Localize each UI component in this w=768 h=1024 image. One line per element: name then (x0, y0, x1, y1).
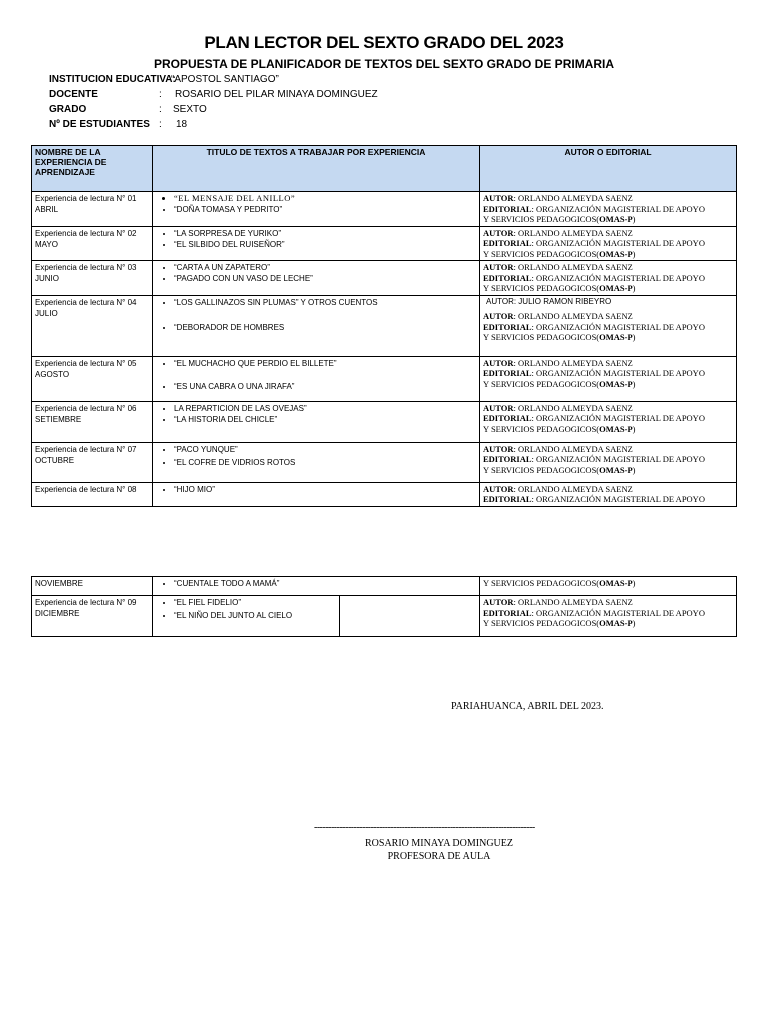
servicios-text: Y SERVICIOS PEDAGOGICOS( (483, 332, 600, 342)
autor-label: AUTOR (483, 193, 514, 203)
titles-cell (153, 356, 480, 401)
autor-label: AUTOR (483, 597, 514, 607)
experiencia-label: Experiencia de lectura N° 03 (35, 263, 137, 272)
autor-label: AUTOR (483, 483, 514, 494)
experiencia-cell (32, 261, 153, 296)
experiencia-month: SETIEMBRE (35, 414, 82, 424)
experiencia-cell (32, 295, 153, 356)
close-paren: ) (632, 423, 636, 434)
close-paren: ) (632, 578, 636, 588)
editorial-value: : ORGANIZACIÓN MAGISTERIAL DE APOYO (531, 238, 705, 248)
close-paren: ) (632, 283, 636, 293)
place-date: PARIAHUANCA, ABRIL DEL 2023. (451, 701, 604, 712)
omas-text: OMAS-P (599, 378, 633, 389)
text-title: • “LOS GALLINAZOS SIN PLUMAS” Y OTROS CUENTOS (174, 297, 476, 308)
author-cell (480, 356, 737, 401)
header-titulo: TITULO DE TEXTOS A TRABAJAR POR EXPERIENCIA (153, 146, 480, 192)
table-row (32, 226, 737, 261)
experiencia-month: DICIEMBRE (35, 609, 80, 618)
docente-colon: : (159, 89, 162, 100)
author-cell (480, 596, 737, 637)
editorial-value: : ORGANIZACIÓN MAGISTERIAL DE APOYO (531, 321, 705, 332)
text-title: • “PAGADO CON UN VASO DE LECHE” (174, 273, 476, 284)
editorial-label: EDITORIAL (483, 494, 532, 504)
experiencia-month: JULIO (35, 308, 58, 318)
estudiantes-value: 18 (176, 119, 188, 130)
autor-value: : ORLANDO ALMEYDA SAENZ (513, 443, 633, 454)
editorial-value: : ORGANIZACIÓN MAGISTERIAL DE APOYO (531, 368, 705, 378)
titles-cell (153, 226, 480, 261)
reading-plan-table-continued (31, 576, 737, 637)
experiencia-month: OCTUBRE (35, 455, 75, 465)
text-title: • “EL MENSAJE DEL ANILLO” (174, 193, 476, 204)
empty-cell (340, 596, 480, 637)
autor-value: : ORLANDO ALMEYDA SAENZ (513, 597, 633, 607)
editorial-label: EDITORIAL (483, 238, 532, 248)
editorial-value: : ORGANIZACIÓN MAGISTERIAL DE APOYO (531, 607, 705, 618)
titles-cell (153, 261, 480, 296)
titles-cell (153, 596, 340, 637)
text-title: • “DOÑA TOMASA Y PEDRITO” (174, 204, 476, 215)
author-cell (480, 226, 737, 261)
servicios-text: Y SERVICIOS PEDAGOGICOS( (483, 214, 600, 224)
document-subtitle: PROPUESTA DE PLANIFICADOR DE TEXTOS DEL SEXTO GRADO DE PRIMARIA (153, 57, 615, 71)
table-row (32, 482, 737, 506)
document-title: PLAN LECTOR DEL SEXTO GRADO DEL 2023 (204, 33, 564, 52)
experiencia-label: Experiencia de lectura N° 09 (35, 598, 137, 607)
text-title: • “ES UNA CABRA O UNA JIRAFA” (174, 381, 476, 392)
text-title: • “PACO YUNQUE” (174, 444, 476, 455)
omas-text: OMAS-P (599, 578, 633, 588)
close-paren: ) (632, 332, 636, 342)
autor-label: AUTOR (483, 443, 514, 454)
servicios-text: Y SERVICIOS PEDAGOGICOS( (483, 423, 600, 434)
omas-text: OMAS-P (599, 283, 633, 293)
editorial-label: EDITORIAL (483, 321, 532, 332)
table-row (32, 356, 737, 401)
close-paren: ) (632, 378, 636, 389)
experiencia-cell (32, 596, 153, 637)
table-row (32, 442, 737, 482)
experiencia-cell (32, 192, 153, 227)
titles-cell (153, 442, 480, 482)
autor-label: AUTOR (483, 402, 514, 413)
text-title: • “LA SORPRESA DE YURIKO” (174, 228, 476, 239)
author-cell (480, 577, 737, 596)
table-row (32, 261, 737, 296)
editorial-value: : ORGANIZACIÓN MAGISTERIAL DE APOYO (531, 413, 705, 423)
experiencia-label: Experiencia de lectura N° 05 (35, 358, 137, 368)
experiencia-cell (32, 482, 153, 506)
servicios-text: Y SERVICIOS PEDAGOGICOS( (483, 283, 600, 293)
autor-label: AUTOR (483, 262, 514, 272)
table-row (32, 192, 737, 227)
experiencia-cell (32, 356, 153, 401)
editorial-value: : ORGANIZACIÓN MAGISTERIAL DE APOYO (531, 272, 705, 283)
text-title: • “HIJO MIO” (174, 484, 476, 495)
experiencia-month: AGOSTO (35, 369, 70, 379)
text-title: • “EL NIÑO DEL JUNTO AL CIELO (174, 610, 336, 621)
autor-value: : ORLANDO ALMEYDA SAENZ (513, 227, 633, 238)
autor-label: AUTOR (483, 227, 514, 238)
experiencia-label: Experiencia de lectura N° 04 (35, 297, 137, 307)
header-experiencia: NOMBRE DE LA EXPERIENCIA DE APRENDIZAJE (32, 146, 153, 192)
experiencia-month: NOVIEMBRE (35, 579, 84, 588)
titles-cell (153, 577, 480, 596)
estudiantes-colon: : (159, 119, 162, 130)
servicios-text: Y SERVICIOS PEDAGOGICOS( (483, 618, 600, 628)
autor-value: : ORLANDO ALMEYDA SAENZ (513, 357, 633, 368)
docente-label: DOCENTE (49, 89, 98, 100)
estudiantes-label: Nº DE ESTUDIANTES (49, 119, 150, 130)
table-header-row (32, 146, 737, 192)
text-title: • “EL FIEL FIDELIO” (174, 597, 336, 608)
autor-value: : ORLANDO ALMEYDA SAENZ (513, 402, 633, 413)
table-row (32, 401, 737, 442)
grado-colon: : (159, 104, 162, 115)
text-title: • “DEBORADOR DE HOMBRES (174, 322, 476, 333)
experiencia-label: Experiencia de lectura N° 02 (35, 228, 137, 238)
omas-text: OMAS-P (599, 248, 633, 259)
text-title: • “CUENTALE TODO A MAMÁ” (174, 578, 476, 589)
editorial-label: EDITORIAL (483, 368, 532, 378)
julio-author: AUTOR: JULIO RAMON RIBEYRO (486, 296, 612, 306)
reading-plan-table (31, 145, 737, 507)
titles-cell (153, 401, 480, 442)
editorial-label: EDITORIAL (483, 413, 532, 423)
experiencia-cell (32, 442, 153, 482)
servicios-text: Y SERVICIOS PEDAGOGICOS( (483, 378, 600, 389)
experiencia-label: Experiencia de lectura N° 07 (35, 444, 137, 454)
author-cell (480, 261, 737, 296)
text-title: • “EL MUCHACHO QUE PERDIO EL BILLETE” (174, 358, 476, 369)
signature-line: ------------------------------------------------------------------------------ (314, 822, 535, 833)
grado-label: GRADO (49, 104, 87, 115)
experiencia-month: MAYO (35, 239, 58, 249)
experiencia-month: JUNIO (35, 274, 59, 283)
header-autor: AUTOR O EDITORIAL (480, 146, 737, 192)
close-paren: ) (632, 214, 636, 224)
signer-name: ROSARIO MINAYA DOMINGUEZ (365, 838, 513, 849)
author-cell (480, 192, 737, 227)
close-paren: ) (632, 618, 636, 628)
table-row (32, 577, 737, 596)
table-row (32, 295, 737, 356)
omas-text: OMAS-P (599, 618, 633, 628)
experiencia-cell (32, 226, 153, 261)
signer-role: PROFESORA DE AULA (387, 851, 491, 862)
text-title: • “CARTA A UN ZAPATERO” (174, 262, 476, 273)
omas-text: OMAS-P (599, 332, 633, 342)
titles-cell (153, 192, 480, 227)
autor-value: : ORLANDO ALMEYDA SAENZ (513, 311, 633, 321)
autor-label: AUTOR (483, 357, 514, 368)
table-row (32, 596, 737, 637)
editorial-value: : ORGANIZACIÓN MAGISTERIAL DE APOYO (531, 494, 705, 504)
servicios-text: Y SERVICIOS PEDAGOGICOS( (483, 578, 600, 588)
text-title: • “EL SILBIDO DEL RUISEÑOR” (174, 239, 476, 250)
close-paren: ) (632, 248, 636, 259)
docente-value: ROSARIO DEL PILAR MINAYA DOMINGUEZ (175, 89, 378, 100)
text-title: • LA REPARTICION DE LAS OVEJAS” (174, 403, 476, 414)
servicios-text: Y SERVICIOS PEDAGOGICOS( (483, 248, 600, 259)
autor-value: : ORLANDO ALMEYDA SAENZ (513, 262, 633, 272)
experiencia-label: Experiencia de lectura N° 06 (35, 403, 137, 413)
editorial-value: : ORGANIZACIÓN MAGISTERIAL DE APOYO (531, 203, 705, 214)
autor-value: : ORLANDO ALMEYDA SAENZ (513, 483, 633, 494)
author-cell (480, 401, 737, 442)
autor-value: : ORLANDO ALMEYDA SAENZ (513, 193, 633, 203)
institucion-value: “APOSTOL SANTIAGO” (171, 74, 279, 85)
experiencia-cell (32, 401, 153, 442)
omas-text: OMAS-P (599, 214, 633, 224)
author-cell (480, 482, 737, 506)
editorial-label: EDITORIAL (483, 607, 532, 618)
editorial-label: EDITORIAL (483, 203, 532, 214)
titles-cell (153, 295, 480, 356)
editorial-label: EDITORIAL (483, 454, 532, 464)
omas-text: OMAS-P (599, 464, 633, 475)
titles-cell (153, 482, 480, 506)
author-cell (480, 442, 737, 482)
editorial-label: EDITORIAL (483, 272, 532, 283)
autor-label: AUTOR (483, 311, 514, 321)
close-paren: ) (632, 464, 636, 475)
experiencia-label: Experiencia de lectura N° 08 (35, 484, 137, 494)
institucion-label: INSTITUCION EDUCATIVA: (49, 74, 176, 85)
servicios-text: Y SERVICIOS PEDAGOGICOS( (483, 464, 600, 475)
experiencia-month: ABRIL (35, 205, 59, 214)
experiencia-label: Experiencia de lectura N° 01 (35, 194, 137, 203)
experiencia-cell (32, 577, 153, 596)
omas-text: OMAS-P (599, 423, 633, 434)
text-title: • “LA HISTORIA DEL CHICLE” (174, 414, 476, 425)
text-title: • “EL COFRE DE VIDRIOS ROTOS (174, 457, 476, 468)
grado-value: SEXTO (173, 104, 207, 115)
author-cell (480, 295, 737, 356)
editorial-value: : ORGANIZACIÓN MAGISTERIAL DE APOYO (531, 454, 705, 464)
